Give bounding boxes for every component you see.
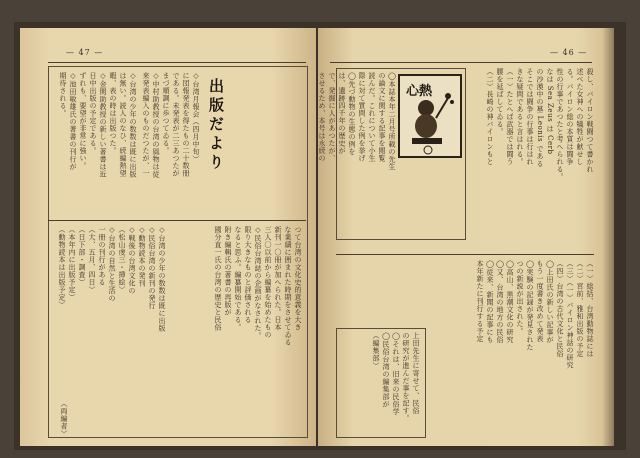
text-column: ◯実験の記録が発見された: [526, 260, 534, 351]
text-column: は無い。読人のなひ、続編熱望: [119, 72, 127, 177]
text-block-b: [52, 72, 137, 212]
text-column: 読んだ。これについて小生: [368, 72, 376, 162]
text-column: つの新説が出された。: [516, 260, 524, 335]
text-column: （二）長崎の神バイロンもと: [486, 68, 494, 166]
text-column: である。未発表が二三あつたが: [172, 72, 180, 177]
text-column: の沙漠中の墓 Leonis である: [536, 68, 544, 168]
text-column: ◯それは、旧来の民俗学: [392, 332, 400, 416]
top-text: [468, 68, 594, 248]
illustration-title: 心熱: [406, 84, 433, 99]
text-column: 上田先生に寄せて、民俗: [412, 332, 420, 415]
text-column: は、遺跡四千年の歴史が: [338, 72, 346, 155]
page-number: — 46 —: [550, 48, 588, 57]
text-column: （本年内に出版予定）: [68, 226, 76, 301]
text-column: 腰を延ばしてゐる。: [496, 68, 504, 136]
text-block-d: [52, 226, 166, 396]
header-rule: [330, 62, 592, 63]
monkey-illustration: [398, 74, 462, 158]
header-rule: [48, 62, 306, 63]
text-column: つて台湾の文化史的意義を大き: [294, 226, 302, 331]
text-column: ◇金関助教授の新しい著書は近: [99, 72, 107, 178]
text-column: （一）たとへば武器では闘う: [506, 68, 514, 166]
text-column: （編集部）: [372, 332, 380, 370]
text-column: ◇戦後の台湾文化の: [128, 226, 136, 295]
text-column: 本年新たに刊行する予定: [476, 260, 484, 343]
text-block-a: [140, 72, 200, 212]
text-column: 殺し、バイロン戦闘つて書かれ: [586, 68, 594, 173]
text-column: きな疑問であると言はれる。: [516, 68, 524, 166]
bottom-text: [428, 260, 594, 436]
text-column: なると思ふ。編纂開始である。: [234, 226, 242, 331]
section-divider: [48, 220, 306, 221]
text-column: に団報発表を得たもの二十数冊: [182, 72, 190, 177]
text-column: 限り大きなものと評価される: [244, 226, 252, 324]
text-column: 附き編輯氏の著書の再版が: [224, 226, 232, 316]
text-column: ◯高山、黒潮文化の研究: [506, 260, 514, 344]
text-column: 一冊の刊行がある: [98, 226, 106, 286]
text-column: （松山虔三・挿絵）: [118, 226, 126, 294]
text-column: 述べた女神への犠牲が献せし: [576, 68, 584, 166]
text-column: （一）総括、台湾動物誌には: [586, 260, 594, 358]
text-column: （日下部・調査）: [78, 226, 86, 286]
signature: （両編者）: [60, 400, 68, 438]
text-column: な業績に囲まれた時期をさせてゐる: [284, 226, 292, 346]
text-column: ずれも、要望が非常に強い。: [79, 72, 87, 170]
text-column: ◯先づ動物の生態の例を: [348, 72, 356, 156]
text-column: させるため、本号は永続の: [318, 72, 326, 162]
text-column: ◇動物読本の発刊: [138, 226, 146, 287]
text-column: ◯本誌本年二月号所載の先生: [388, 72, 396, 171]
text-column: 日中出版の予定である。: [89, 72, 97, 155]
bottom-box-text: [340, 332, 420, 432]
text-column: （三）（一）バイロン神話の研究: [566, 260, 574, 369]
text-column: （大、五月、四日）: [88, 226, 96, 294]
text-column: ◇台湾の自然と生活の: [108, 226, 116, 302]
text-column: ◇民俗台湾の新刊の発行: [148, 226, 156, 310]
text-block-c: [170, 226, 302, 426]
text-column: 國分直一氏の台湾の歴史と民俗: [214, 226, 222, 331]
text-column: ◇台湾の少年の数数は既に出版: [129, 72, 137, 178]
text-column: る。バイロン総の本質は闘争: [566, 68, 574, 166]
book-spread: [14, 22, 626, 450]
section-divider: [336, 254, 594, 255]
right-page: [318, 28, 614, 446]
box-text: [318, 72, 396, 234]
text-column: 性の行事であつたと考へられる。: [556, 68, 564, 181]
left-page: [20, 28, 316, 446]
text-column: ◇池田敏雄氏の著書の刊行が: [69, 72, 77, 171]
text-column: 暇、表の時は出版つた。: [109, 72, 117, 155]
text-column: まづ順調に歩つてゐる。: [162, 72, 170, 155]
text-column: ◯上田氏の新しい記事が: [546, 260, 554, 344]
text-column: で、発掘に人があつたが、: [328, 72, 336, 162]
text-column: なは Sea Zeus は Cerb: [546, 68, 554, 155]
text-column: 来発表編入のものだつたが、一: [142, 72, 150, 177]
text-column: ◯又、台湾の地方の民俗: [496, 260, 504, 344]
text-column: （動物読本は出版予定）: [58, 226, 66, 309]
text-column: 三人〇以前から編纂を始めたもの: [264, 226, 272, 339]
text-column: の論文に関する記事を閲覧: [378, 72, 386, 162]
text-column: （二）宮前、雅和出版の予定: [576, 260, 584, 358]
text-column: ◇民俗台湾誌の企画がなされた。: [254, 226, 262, 340]
text-column: ◇台湾の少年の数数は既に出版: [158, 226, 166, 332]
text-column: ◇中村助教授の台湾の風物は従: [152, 72, 160, 178]
text-column: 際に対て質問した例を挙げ: [358, 72, 366, 162]
text-column: もう一度書き改めて発表: [536, 260, 544, 343]
text-column: （四）台湾の古代文化と民俗: [556, 260, 564, 358]
text-column: ◯従来、新聞の記事にも: [486, 260, 494, 344]
text-column: ◇台湾月報会（四月中旬）: [192, 72, 200, 163]
column-heading: 出版だより: [207, 78, 225, 173]
text-column: 新刊一〇冊が加へられた。日本: [274, 226, 282, 331]
text-column: ◯民俗台湾の編集部が: [382, 332, 390, 408]
text-column: そこでは闘争の行事は行はれ: [526, 68, 534, 166]
page-number: — 47 —: [66, 48, 104, 57]
text-column: 期待される。: [59, 72, 67, 117]
text-column: の研究が進んだ事を記す。: [402, 332, 410, 422]
